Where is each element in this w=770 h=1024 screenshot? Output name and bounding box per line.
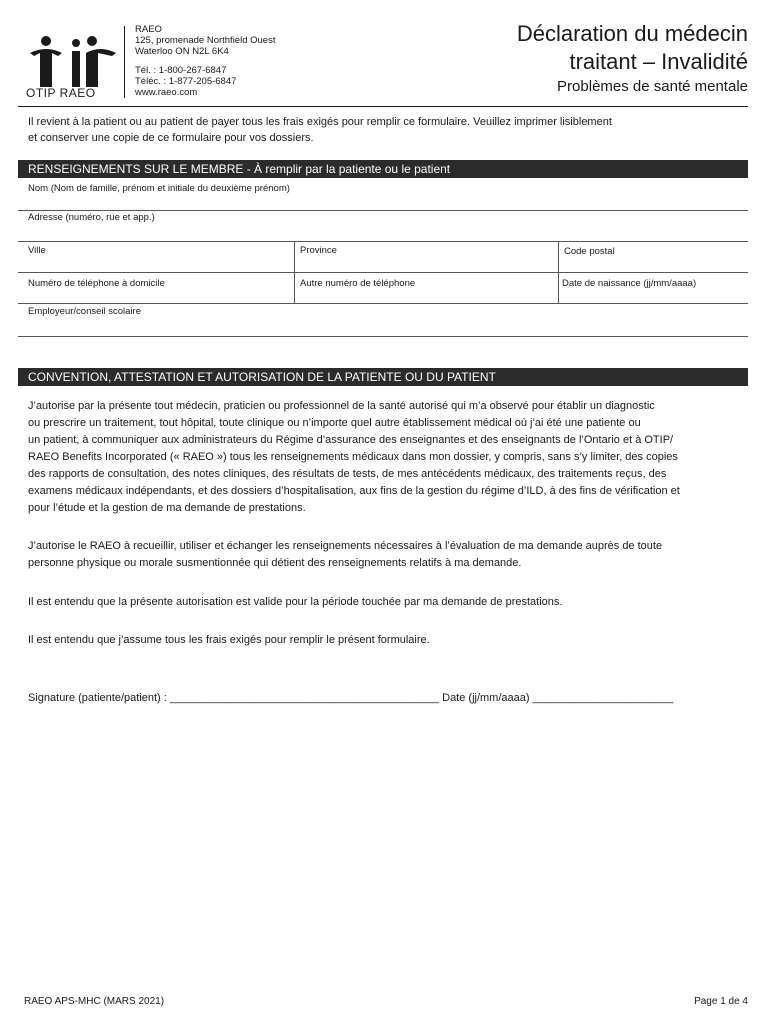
city-field-label: Ville (28, 245, 46, 256)
member-section-heading: RENSEIGNEMENTS SUR LE MEMBRE - À remplir par la patiente ou le patient (18, 160, 748, 178)
consent-p3-text: Il est entendu que la présente autorisation est valide pour la période touchée par ma demande de prestations. (28, 596, 563, 608)
header-divider (124, 26, 125, 98)
employer-field-label: Employeur/conseil scolaire (28, 306, 141, 317)
fax: Téléc. : 1-877-205-6847 (135, 76, 237, 87)
other-phone-field-label: Autre numéro de téléphone (300, 278, 416, 289)
consent-paragraph-1 (28, 398, 740, 517)
consent-paragraph-4 (28, 632, 740, 649)
intro-line-1: Il revient à la patient ou au patient de payer tous les frais exigés pour remplir ce formulaire. Veuillez imprimer lisiblement (28, 116, 612, 128)
form-title-line-1: Déclaration du médecin (516, 21, 748, 46)
date-label: Date (jj/mm/aaaa) (442, 692, 530, 704)
org-name: RAEO (135, 24, 162, 35)
employer-field[interactable] (18, 336, 748, 337)
consent-paragraph-3 (28, 594, 740, 611)
city-province-postal-field[interactable] (18, 272, 748, 273)
home-phone-field-label: Numéro de téléphone à domicile (28, 278, 165, 289)
form-code: RAEO APS-MHC (MARS 2021) (24, 996, 165, 1007)
consent-p2-line: personne physique ou morale susmentionnée qui détient des renseignements relatifs à ma demande. (28, 557, 522, 569)
address-field-label: Adresse (numéro, rue et app.) (28, 212, 155, 223)
name-field[interactable] (18, 210, 748, 211)
consent-paragraph-2 (28, 538, 740, 572)
consent-p1-line: ou prescrire un traitement, tout hôpital, toute clinique ou n’importe quel autre établissement médical où j’ai été une patiente ou (28, 417, 641, 429)
consent-p1-line: pour l’étude et la gestion de ma demande de prestations. (28, 502, 306, 514)
address-field[interactable] (18, 241, 748, 242)
consent-p4-text: Il est entendu que j’assume tous les frais exigés pour remplir le présent formulaire. (28, 634, 430, 646)
birth-date-field-label: Date de naissance (jj/mm/aaaa) (562, 278, 697, 289)
postal-code-field-label: Code postal (564, 246, 615, 257)
consent-p1-line: examens médicaux indépendants, et des dossiers d’hospitalisation, aux fins de la gestion du régime d’ILD, à des fins de vérification et (28, 485, 680, 497)
signature-label: Signature (patiente/patient) : (28, 692, 167, 704)
intro-line-2: et conserver une copie de ce formulaire pour vos dossiers. (28, 132, 314, 144)
phone-birthdate-field[interactable] (18, 303, 748, 304)
province-field-label: Province (300, 245, 337, 256)
form-subtitle: Problèmes de santé mentale (557, 78, 748, 95)
consent-section-heading: CONVENTION, ATTESTATION ET AUTORISATION DE LA PATIENTE OU DU PATIENT (18, 368, 748, 386)
header-rule (18, 106, 748, 107)
date-field[interactable]: _______________________ (532, 692, 674, 704)
page-number: Page 1 de 4 (694, 996, 748, 1007)
signature-row (28, 692, 673, 704)
logo-text: OTIP RAEO (26, 86, 96, 100)
phone: Tél. : 1-800-267-6847 (135, 65, 227, 76)
signature-field[interactable]: ____________________________________________ (169, 692, 440, 704)
consent-p2-line: J’autorise le RAEO à recueillir, utiliser et échanger les renseignements nécessaires à l’évaluation de ma demande auprès de toute (28, 540, 663, 552)
website: www.raeo.com (135, 87, 198, 98)
form-title (517, 20, 748, 76)
consent-p1-line: un patient, à communiquer aux administrateurs du Régime d’assurance des enseignantes et des enseignants de l’Ontario et à OTIP/ (28, 434, 674, 446)
form-title-line-2: traitant – Invalidité (569, 49, 748, 74)
intro-text (28, 114, 728, 146)
consent-p1-line: RAEO Benefits Incorporated (« RAEO ») tous les renseignements médicaux dans mon dossier, y compris, sans s’y limiter, des copies (28, 451, 678, 463)
address-line-1: 125, promenade Northfield Ouest (135, 35, 276, 46)
name-field-label: Nom (Nom de famille, prénom et initiale du deuxième prénom) (28, 183, 290, 194)
address-line-2: Waterloo ON N2L 6K4 (135, 46, 229, 57)
org-address-block (135, 24, 275, 98)
consent-p1-line: des rapports de consultation, des notes cliniques, des résultats de tests, de mes antécédents médicaux, des traitements reçus, des (28, 468, 667, 480)
consent-p1-line: J’autorise par la présente tout médecin, praticien ou professionnel de la santé autorisé qui m’a observé pour établir un diagnostic (28, 400, 655, 412)
